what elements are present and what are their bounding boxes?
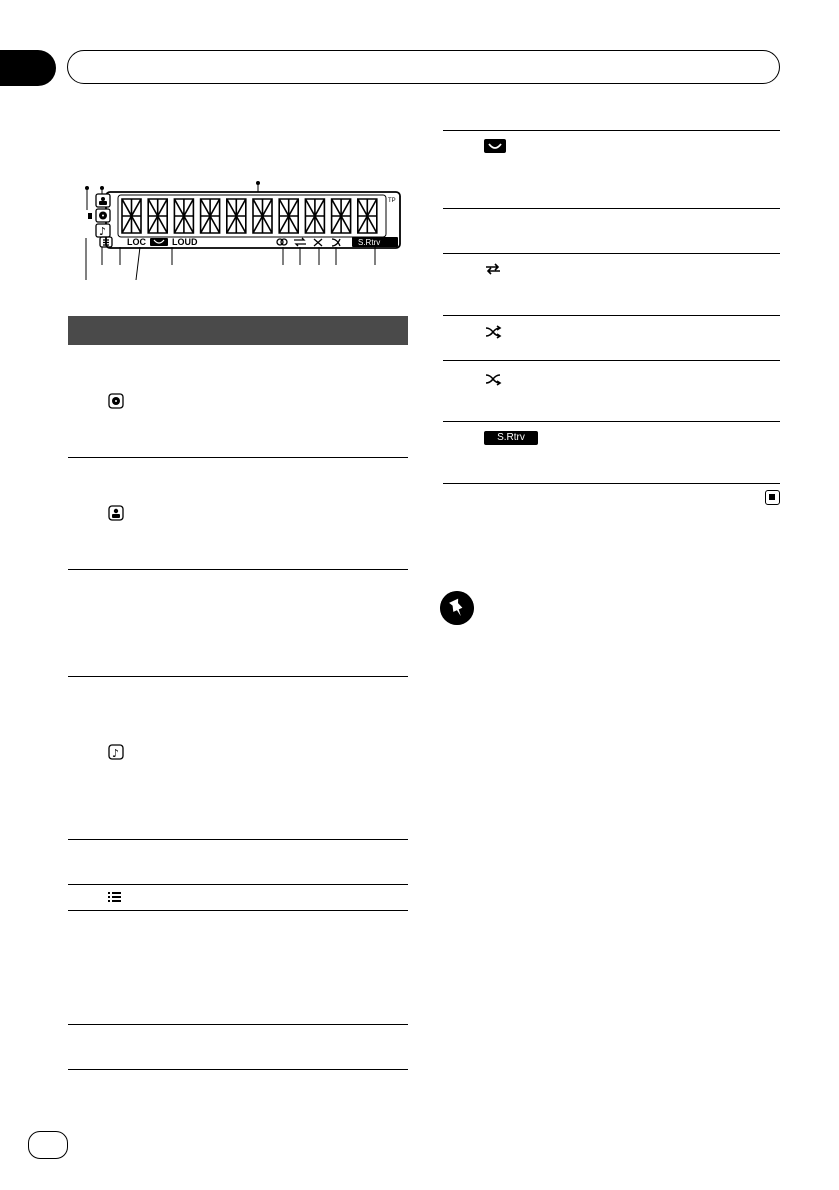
- stop-icon: [765, 490, 780, 505]
- row-divider: [68, 1024, 408, 1025]
- row-divider: [68, 457, 408, 458]
- row-divider: [443, 253, 780, 254]
- segment-digit: [332, 199, 351, 233]
- loud-indicator: LOUD: [172, 237, 198, 247]
- svg-text:♪: ♪: [112, 747, 120, 760]
- repeat-icon: [484, 262, 502, 276]
- s-rtrv-badge: [484, 431, 538, 445]
- important-pin-icon: [440, 591, 474, 625]
- left-table-header: [68, 316, 408, 345]
- list-icon: [108, 891, 122, 903]
- sound-retriever-curve-icon: [484, 139, 506, 153]
- segment-digit: [358, 199, 377, 233]
- segment-digit: [148, 199, 167, 233]
- disc-icon: [108, 393, 124, 409]
- s-rtrv-label: S.Rtrv: [497, 432, 525, 443]
- sound-retriever-indicator: [150, 238, 168, 246]
- row-divider: [68, 839, 408, 840]
- row-divider: [443, 421, 780, 422]
- row-divider: [68, 910, 408, 911]
- random-icon: [484, 372, 502, 386]
- row-divider: [443, 315, 780, 316]
- row-divider: [68, 1069, 408, 1070]
- page-number-pill: [28, 1131, 68, 1159]
- segment-digit: [122, 199, 141, 233]
- music-note-icon: [108, 744, 124, 760]
- artist-icon: [108, 505, 124, 521]
- chapter-tab: [0, 50, 56, 86]
- svg-text:S.Rtrv: S.Rtrv: [358, 238, 381, 247]
- random-off-icon: [484, 325, 502, 339]
- svg-text:♪: ♪: [99, 225, 107, 238]
- row-divider: [443, 208, 780, 209]
- segment-digit: [253, 199, 272, 233]
- row-divider: [443, 360, 780, 361]
- tp-mark: TP: [388, 198, 396, 204]
- row-divider: [443, 130, 780, 131]
- segment-digit: [174, 199, 193, 233]
- segment-digit: [227, 199, 246, 233]
- row-divider: [443, 483, 780, 484]
- row-divider: [68, 884, 408, 885]
- row-divider: [68, 569, 408, 570]
- row-divider: [68, 676, 408, 677]
- section-header-bar: [67, 50, 780, 84]
- loc-indicator: LOC: [127, 237, 146, 247]
- segment-digit: [201, 199, 220, 233]
- segment-digit: [279, 199, 298, 233]
- display-diagram: [62, 180, 412, 290]
- segment-digit: [305, 199, 324, 233]
